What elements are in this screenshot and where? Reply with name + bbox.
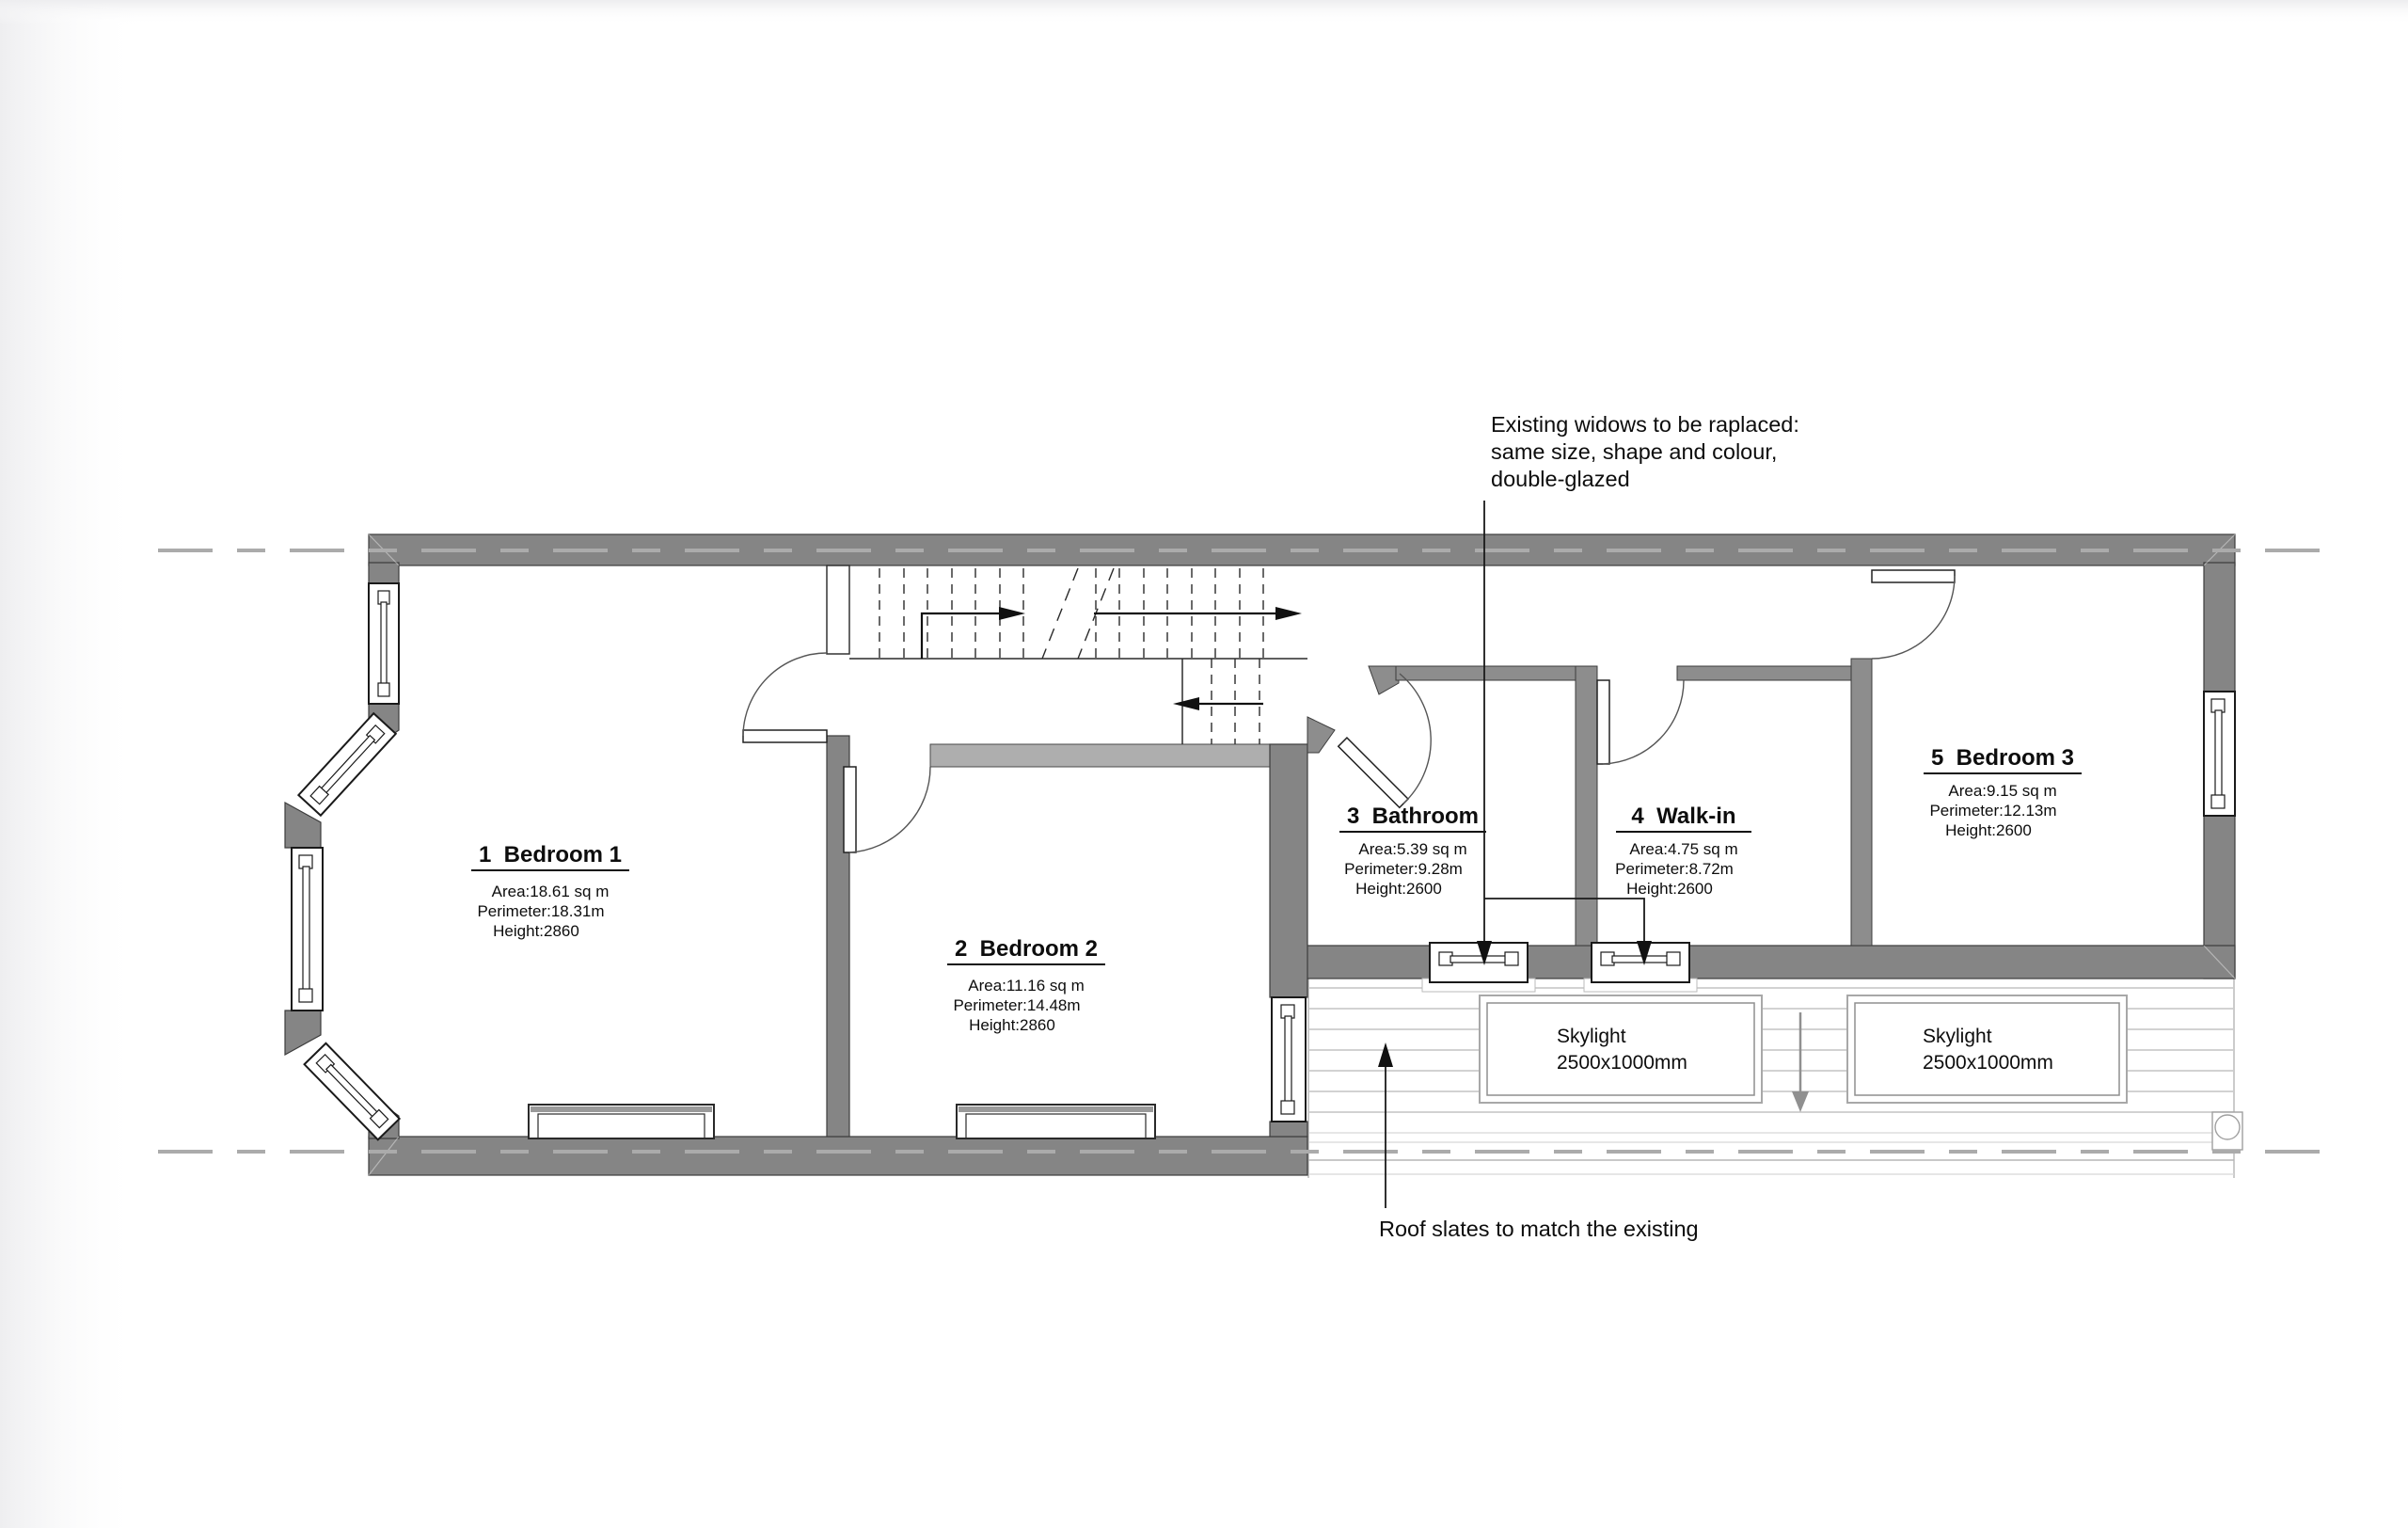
- window-bedroom2-right: [1272, 997, 1306, 1122]
- extension-south-wall-1: [1287, 946, 1430, 979]
- room-perimeter: Perimeter:18.31m: [477, 902, 605, 920]
- bedroom2-right-wall-lower: [1270, 1122, 1307, 1137]
- skylight-1-size: 2500x1000mm: [1557, 1052, 1687, 1074]
- page-top-shadow: [0, 0, 2408, 24]
- divider-wall-upper: [827, 565, 849, 654]
- room-perimeter: Perimeter:12.13m: [1929, 802, 2057, 820]
- windows-note-line2: same size, shape and colour,: [1491, 439, 1778, 464]
- room-height: Height:2600: [1945, 821, 2032, 839]
- skylight-1: [1480, 995, 1762, 1103]
- bedroom2-right-wall-upper: [1270, 744, 1307, 997]
- west-wall-upper: [369, 563, 399, 585]
- bathroom-north-wall: [1396, 666, 1576, 680]
- room-height: Height:2600: [1355, 880, 1442, 898]
- room-title: 2 Bedroom 2: [954, 936, 1099, 962]
- room-title: 4 Walk-in: [1631, 804, 1736, 829]
- windows-note-line1: Existing widows to be raplaced:: [1491, 412, 1799, 437]
- room-perimeter: Perimeter:8.72m: [1615, 860, 1734, 878]
- room-title: 3 Bathroom: [1346, 804, 1480, 829]
- bathroom-walkin-divider: [1576, 666, 1597, 946]
- bedroom2-top-wall: [930, 744, 1270, 767]
- east-wall-upper: [2204, 563, 2235, 694]
- skylight-2-size: 2500x1000mm: [1923, 1052, 2053, 1074]
- skylight-1-label: Skylight: [1557, 1026, 1626, 1047]
- room-perimeter: Perimeter:14.48m: [953, 996, 1081, 1014]
- extension-south-wall-2: [1528, 946, 1592, 979]
- room-height: Height:2860: [969, 1016, 1055, 1034]
- room-area: Area:4.75 sq m: [1629, 840, 1738, 858]
- room-area: Area:5.39 sq m: [1358, 840, 1467, 858]
- windows-note-line3: double-glazed: [1491, 467, 1630, 491]
- room-height: Height:2860: [493, 922, 579, 940]
- room-area: Area:11.16 sq m: [968, 977, 1085, 995]
- window-bathroom-south: [1422, 943, 1535, 992]
- window-bay-front: [292, 848, 323, 1011]
- skylight-2-label: Skylight: [1923, 1026, 1992, 1047]
- room-title: 1 Bedroom 1: [478, 842, 623, 867]
- walkin-north-wall: [1677, 666, 1851, 680]
- skylight-2: [1847, 995, 2127, 1103]
- room-area: Area:9.15 sq m: [1948, 782, 2057, 800]
- window-bedroom1-left: [369, 583, 399, 704]
- roof-note: Roof slates to match the existing: [1379, 1217, 1699, 1241]
- bedroom3-west-wall: [1851, 659, 1872, 946]
- room-area: Area:18.61 sq m: [491, 883, 610, 900]
- page-left-shadow: [0, 0, 141, 1528]
- room-perimeter: Perimeter:9.28m: [1344, 860, 1463, 878]
- chimney-breast-bedroom1: [529, 1105, 714, 1138]
- roof-vent-detail: [2212, 1112, 2242, 1150]
- chimney-breast-bedroom2: [957, 1105, 1155, 1138]
- window-bedroom3-right: [2204, 692, 2235, 816]
- room-title: 5 Bedroom 3: [1930, 745, 2075, 771]
- south-wall: [369, 1137, 1307, 1175]
- room-height: Height:2600: [1626, 880, 1713, 898]
- extension-south-wall-3: [1689, 946, 2235, 979]
